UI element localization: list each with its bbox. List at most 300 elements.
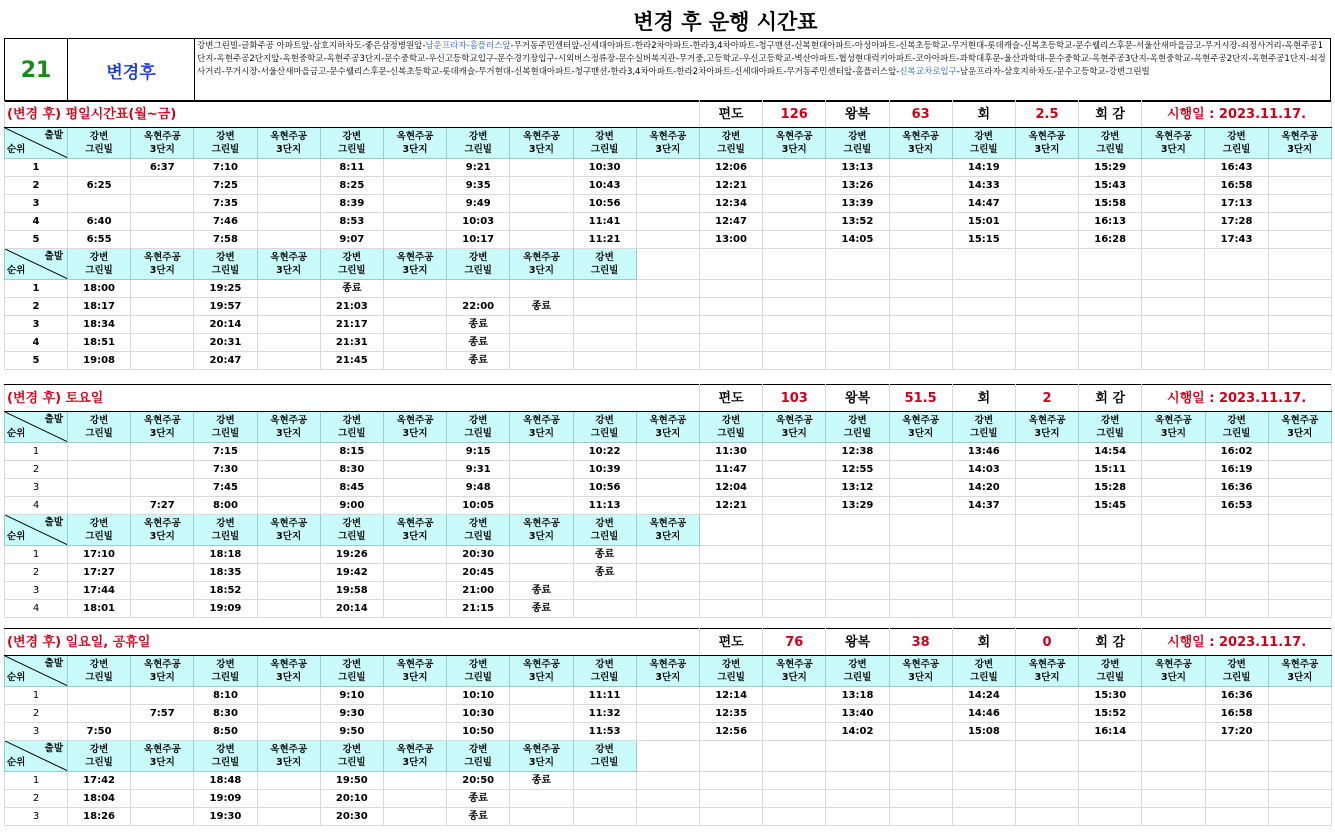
time-cell: 10:03 [447,213,510,231]
time-cell: 7:45 [194,479,257,497]
stop-header-okhyeon: 옥현주공 3단지 [257,741,320,772]
time-cell [952,600,1015,618]
depart-rank-header [5,741,68,772]
time-cell [131,213,194,231]
time-cell [1142,334,1205,352]
time-cell [257,723,320,741]
empty-header-cell [889,249,952,280]
rank-cell: 2 [5,177,68,195]
stop-header-okhyeon: 옥현주공 3단지 [131,515,194,546]
time-cell [1015,280,1078,298]
stop-header-okhyeon: 옥현주공 3단지 [763,128,826,159]
time-cell: 12:34 [699,195,762,213]
depart-label: 출발 [44,517,63,528]
rank-cell: 3 [5,195,68,213]
stop-header-gangbyeon: 강변 그린빌 [447,128,510,159]
rank-cell: 4 [5,213,68,231]
time-cell [1268,582,1331,600]
stop-header-gangbyeon: 강변 그린빌 [1205,128,1268,159]
time-cell: 11:53 [573,723,636,741]
time-cell [700,790,763,808]
hoe-label: 회 [952,101,1015,128]
time-cell [1268,564,1331,582]
wangbok-value: 38 [889,629,952,656]
time-cell [763,443,826,461]
time-cell [826,316,889,334]
table-row [5,546,1332,564]
time-cell [699,298,762,316]
stop-header-gangbyeon: 강변 그린빌 [826,128,889,159]
time-cell [826,546,889,564]
wangbok-label: 왕복 [826,385,889,412]
time-cell: 6:37 [131,159,194,177]
empty-header-cell [889,515,952,546]
time-cell [1015,334,1078,352]
time-cell [257,177,320,195]
time-cell [636,497,699,515]
time-cell [1079,772,1142,790]
time-cell [700,582,763,600]
time-cell: 22:00 [447,298,510,316]
time-cell: 16:14 [1079,723,1142,741]
time-cell [636,582,699,600]
time-cell [131,790,194,808]
empty-header-cell [952,741,1015,772]
time-cell [383,443,446,461]
rank-cell: 1 [5,443,68,461]
time-cell [257,790,320,808]
time-cell: 13:40 [826,705,889,723]
time-cell [1142,177,1205,195]
time-cell [889,352,952,370]
hoe-label: 회 [952,385,1015,412]
rank-cell: 3 [5,479,68,497]
time-cell: 18:51 [68,334,131,352]
effective-date: 시행일 : 2023.11.17. [1142,385,1332,412]
time-cell [889,316,952,334]
table-row [5,195,1332,213]
time-cell: 12:55 [826,461,889,479]
time-cell: 9:30 [320,705,383,723]
rank-label: 순위 [7,265,26,276]
stop-header-okhyeon: 옥현주공 3단지 [510,741,573,772]
stop-header-gangbyeon: 강변 그린빌 [194,249,257,280]
time-cell [383,705,446,723]
stop-header-okhyeon: 옥현주공 3단지 [889,412,952,443]
time-cell [1268,159,1331,177]
time-cell [257,582,320,600]
time-cell: 10:43 [573,177,636,195]
time-cell [1142,280,1205,298]
time-cell [763,213,826,231]
time-cell: 7:58 [194,231,257,249]
time-cell [257,316,320,334]
wangbok-value: 63 [889,101,952,128]
time-cell: 19:30 [194,808,257,826]
time-cell: 21:31 [320,334,383,352]
time-cell [1268,280,1331,298]
column-header-row [5,741,1332,772]
schedule-table [4,100,1332,370]
time-cell [1268,461,1331,479]
time-cell: 13:46 [952,443,1015,461]
stop-header-gangbyeon: 강변 그린빌 [447,741,510,772]
time-cell [636,334,699,352]
time-cell: 14:19 [952,159,1015,177]
stop-header-gangbyeon: 강변 그린빌 [194,412,257,443]
time-cell: 8:15 [320,443,383,461]
time-cell: 14:33 [952,177,1015,195]
stop-header-gangbyeon: 강변 그린빌 [952,656,1015,687]
stop-header-okhyeon: 옥현주공 3단지 [383,249,446,280]
time-cell [1268,177,1331,195]
time-cell: 8:00 [194,497,257,515]
stop-header-okhyeon: 옥현주공 3단지 [889,128,952,159]
stop-header-gangbyeon: 강변 그린빌 [320,128,383,159]
time-cell [952,546,1015,564]
time-cell: 21:03 [320,298,383,316]
time-cell [889,808,952,826]
time-cell [699,316,762,334]
time-cell: 6:55 [68,231,131,249]
time-cell [1079,600,1142,618]
time-cell: 8:39 [320,195,383,213]
time-cell [699,334,762,352]
time-cell [1015,159,1078,177]
time-cell [68,461,131,479]
time-cell [1205,772,1268,790]
time-cell [383,334,446,352]
empty-header-cell [1142,515,1205,546]
time-cell [889,582,952,600]
time-cell: 7:10 [194,159,257,177]
time-cell [763,195,826,213]
time-cell [257,808,320,826]
time-cell [1205,334,1268,352]
time-cell: 10:30 [447,705,510,723]
time-cell [131,582,194,600]
rank-cell: 2 [5,564,68,582]
time-cell [131,443,194,461]
time-cell [1268,705,1331,723]
time-cell [131,352,194,370]
empty-header-cell [1015,741,1078,772]
time-cell: 9:10 [320,687,383,705]
time-cell [383,564,446,582]
time-cell [510,352,573,370]
time-cell [510,461,573,479]
stop-header-okhyeon: 옥현주공 3단지 [131,249,194,280]
rank-cell: 2 [5,461,68,479]
time-cell [510,497,573,515]
time-cell [1142,159,1205,177]
time-cell [1015,582,1078,600]
time-cell [763,177,826,195]
route-header [4,38,1331,102]
time-cell [1142,723,1205,741]
stop-header-gangbyeon: 강변 그린빌 [194,656,257,687]
time-cell [763,723,826,741]
time-cell: 20:10 [320,790,383,808]
section-title-row [5,101,1332,128]
stop-header-okhyeon: 옥현주공 3단지 [1268,412,1331,443]
time-cell [383,461,446,479]
column-header-row [5,412,1332,443]
time-cell: 15:30 [1079,687,1142,705]
time-cell [1015,479,1078,497]
time-cell [1268,352,1331,370]
time-cell [763,352,826,370]
time-cell: 6:25 [68,177,131,195]
schedule-table [4,628,1332,826]
time-cell [763,479,826,497]
time-cell: 8:50 [194,723,257,741]
time-cell [952,582,1015,600]
rank-cell: 1 [5,280,68,298]
stop-header-okhyeon: 옥현주공 3단지 [383,741,446,772]
rank-cell: 3 [5,582,68,600]
time-cell [636,177,699,195]
time-cell [257,687,320,705]
time-cell [383,479,446,497]
time-cell [826,280,889,298]
time-cell [763,546,826,564]
time-cell [573,790,636,808]
table-row [5,177,1332,195]
time-cell [1015,546,1078,564]
time-cell [1268,195,1331,213]
time-cell: 14:05 [826,231,889,249]
time-cell: 7:50 [68,723,131,741]
time-cell [636,790,699,808]
table-row [5,352,1332,370]
time-cell: 15:45 [1079,497,1142,515]
time-cell: 종료 [447,790,510,808]
time-cell [1142,213,1205,231]
time-cell [1079,790,1142,808]
time-cell [763,298,826,316]
table-row [5,723,1332,741]
time-cell [1268,334,1331,352]
stop-header-gangbyeon: 강변 그린빌 [952,128,1015,159]
time-cell [763,705,826,723]
stop-header-okhyeon: 옥현주공 3단지 [257,656,320,687]
empty-header-cell [636,741,699,772]
time-cell [1268,772,1331,790]
stop-header-okhyeon: 옥현주공 3단지 [763,656,826,687]
time-cell [636,443,699,461]
time-cell [826,334,889,352]
pyeondo-label: 편도 [699,101,762,128]
time-cell [700,772,763,790]
time-cell [1142,600,1205,618]
stop-header-gangbyeon: 강변 그린빌 [320,412,383,443]
pyeondo-value: 126 [763,101,826,128]
time-cell [1015,564,1078,582]
time-cell [510,790,573,808]
stop-header-gangbyeon: 강변 그린빌 [68,515,131,546]
time-cell [1079,582,1142,600]
time-cell: 19:08 [68,352,131,370]
time-cell [68,705,131,723]
time-cell [1142,231,1205,249]
time-cell [1015,213,1078,231]
time-cell [1268,213,1331,231]
rank-label: 순위 [7,531,26,542]
time-cell [636,298,699,316]
hoe-value: 0 [1015,629,1078,656]
effective-date: 시행일 : 2023.11.17. [1142,629,1332,656]
time-cell [257,195,320,213]
time-cell [383,687,446,705]
time-cell [383,177,446,195]
time-cell [131,600,194,618]
rank-cell: 1 [5,546,68,564]
table-row [5,298,1332,316]
time-cell [699,352,762,370]
empty-header-cell [1142,741,1205,772]
time-cell: 14:24 [952,687,1015,705]
table-row [5,497,1332,515]
time-cell [1268,687,1331,705]
time-cell [763,497,826,515]
time-cell: 14:03 [952,461,1015,479]
stop-header-gangbyeon: 강변 그린빌 [573,741,636,772]
time-cell: 9:50 [320,723,383,741]
time-cell [763,600,826,618]
time-cell: 14:20 [952,479,1015,497]
time-cell [889,177,952,195]
time-cell: 13:39 [826,195,889,213]
time-cell [1205,600,1268,618]
time-cell [1268,600,1331,618]
time-cell: 15:28 [1079,479,1142,497]
empty-header-cell [700,515,763,546]
route-description [195,39,1331,102]
effective-date: 시행일 : 2023.11.17. [1142,101,1332,128]
stop-header-gangbyeon: 강변 그린빌 [320,741,383,772]
time-cell: 9:21 [447,159,510,177]
time-cell: 18:18 [194,546,257,564]
column-header-row [5,656,1332,687]
rank-cell: 5 [5,231,68,249]
time-cell: 19:09 [194,790,257,808]
time-cell [952,316,1015,334]
time-cell: 15:52 [1079,705,1142,723]
time-cell [131,687,194,705]
time-cell: 18:17 [68,298,131,316]
empty-header-cell [826,249,889,280]
time-cell [763,159,826,177]
stop-header-okhyeon: 옥현주공 3단지 [257,128,320,159]
empty-header-cell [763,249,826,280]
route-desc-segment: 신복교차로입구 [899,67,957,77]
table-row [5,687,1332,705]
time-cell: 13:13 [826,159,889,177]
time-cell: 9:49 [447,195,510,213]
time-cell: 종료 [447,808,510,826]
time-cell: 16:58 [1205,177,1268,195]
empty-header-cell [1205,249,1268,280]
time-cell [1079,334,1142,352]
stop-header-okhyeon: 옥현주공 3단지 [510,249,573,280]
stop-header-gangbyeon: 강변 그린빌 [826,656,889,687]
time-cell [763,280,826,298]
time-cell [952,808,1015,826]
time-cell [1079,280,1142,298]
stop-header-gangbyeon: 강변 그린빌 [447,656,510,687]
time-cell [1268,479,1331,497]
time-cell [383,195,446,213]
time-cell: 14:47 [952,195,1015,213]
empty-header-cell [763,515,826,546]
stop-header-gangbyeon: 강변 그린빌 [68,741,131,772]
time-cell: 10:39 [573,461,636,479]
route-label: 변경후 [68,39,195,102]
time-cell: 20:31 [194,334,257,352]
time-cell [1268,808,1331,826]
time-cell [68,687,131,705]
time-cell: 18:26 [68,808,131,826]
section-title-row [5,629,1332,656]
time-cell [1015,687,1078,705]
pyeondo-value: 76 [763,629,826,656]
time-cell: 19:58 [320,582,383,600]
time-cell: 10:30 [573,159,636,177]
time-cell [952,298,1015,316]
time-cell [1268,790,1331,808]
time-cell: 11:41 [573,213,636,231]
time-cell [636,461,699,479]
time-cell [573,772,636,790]
time-cell: 17:10 [68,546,131,564]
time-cell: 19:42 [320,564,383,582]
time-cell: 9:00 [320,497,383,515]
time-cell: 8:53 [320,213,383,231]
stop-header-okhyeon: 옥현주공 3단지 [510,412,573,443]
time-cell [826,582,889,600]
time-cell [383,772,446,790]
time-cell [1142,687,1205,705]
rank-cell: 1 [5,159,68,177]
time-cell [383,790,446,808]
rank-cell: 1 [5,687,68,705]
stop-header-okhyeon: 옥현주공 3단지 [636,128,699,159]
time-cell [131,177,194,195]
stop-header-gangbyeon: 강변 그린빌 [68,249,131,280]
time-cell [257,213,320,231]
time-cell [1015,600,1078,618]
pyeondo-value: 103 [763,385,826,412]
time-cell [131,461,194,479]
empty-header-cell [889,741,952,772]
rank-label: 순위 [7,757,26,768]
time-cell: 15:08 [952,723,1015,741]
time-cell: 종료 [510,600,573,618]
time-cell [383,213,446,231]
time-cell: 20:14 [194,316,257,334]
empty-header-cell [1079,515,1142,546]
time-cell [1015,790,1078,808]
time-cell [383,352,446,370]
time-cell [636,705,699,723]
time-cell [763,582,826,600]
time-cell [510,723,573,741]
time-cell [699,280,762,298]
time-cell: 8:45 [320,479,383,497]
time-cell: 11:32 [573,705,636,723]
time-cell: 18:35 [194,564,257,582]
